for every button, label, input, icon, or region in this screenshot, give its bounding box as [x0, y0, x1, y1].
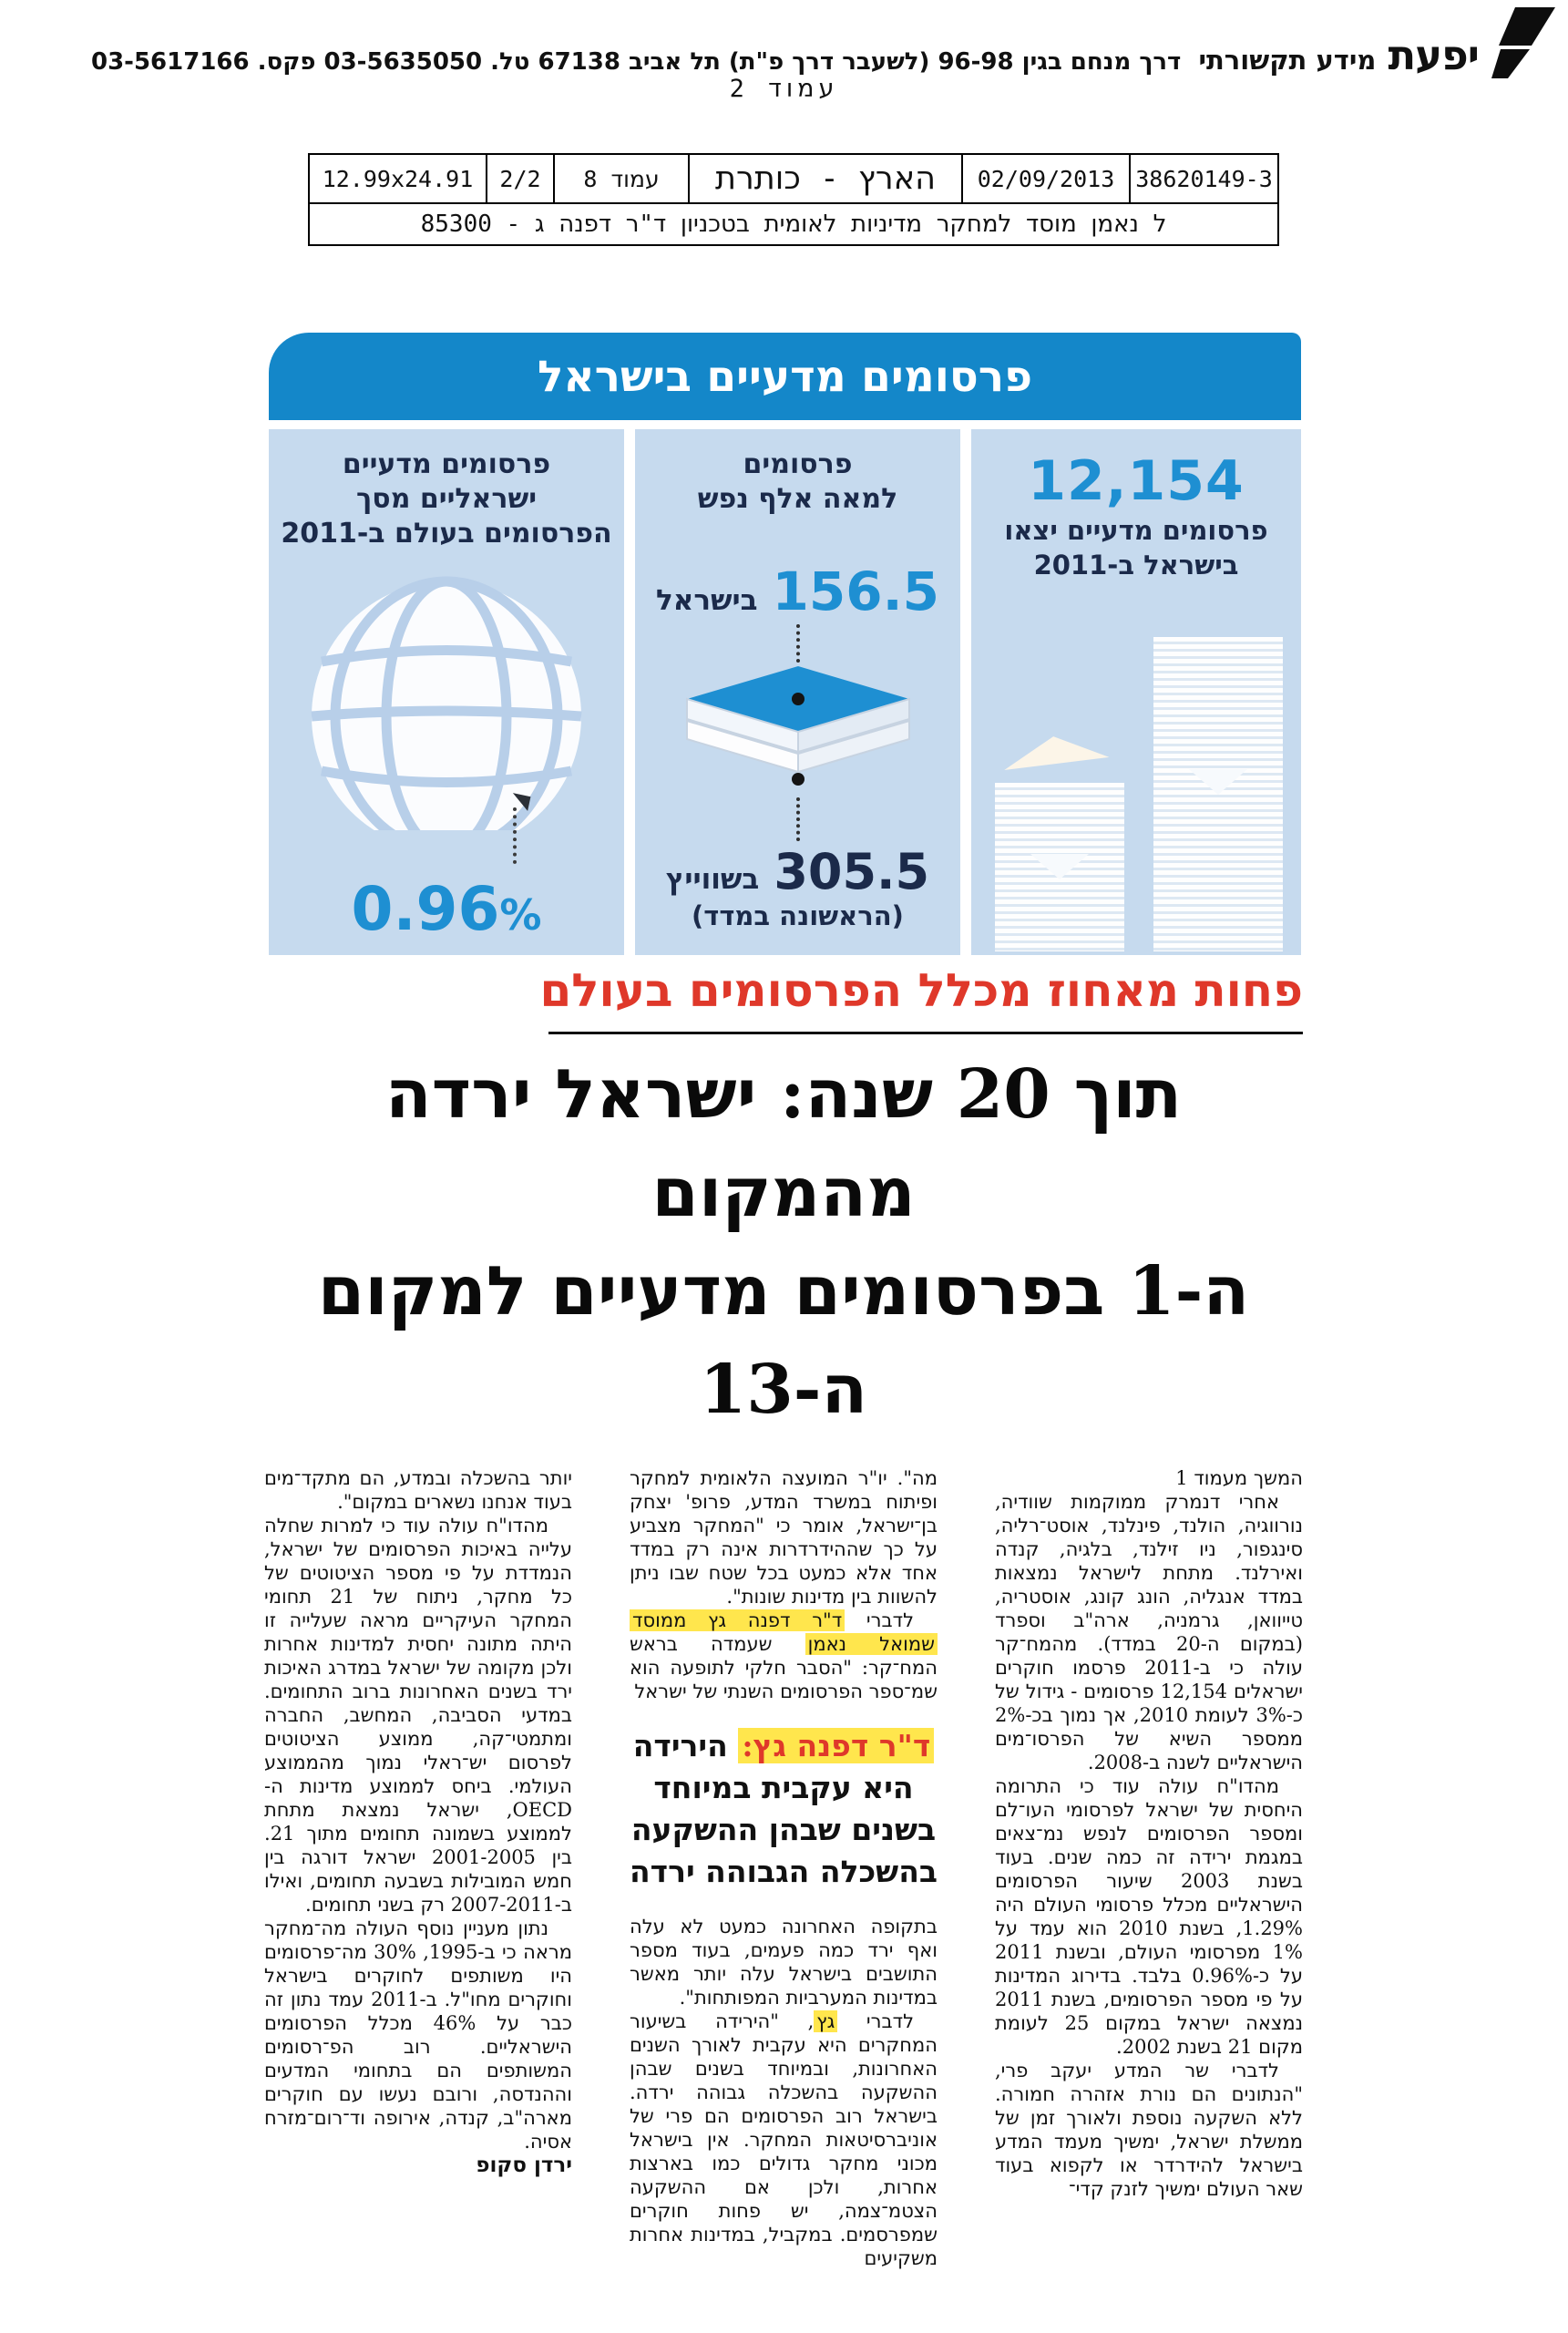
infographic-panels [269, 429, 1301, 955]
panel-world-share [269, 429, 624, 955]
israel-label: בישראל [656, 584, 758, 617]
paragraph: אחרי דנמרק ממוקמות שוודיה, נורווגיה, הולנד, פינלנד, אוסט־רליה, סינגפור, ניו זילנד, בלגיה, קנדה ואירלנד. מתחת לישראל נמצאות במדד אנגליה, הונג קונג, אוסטריה, טייוואן, גרמניה, ארה"ב וספרד (במקום ה-20 במדד). מהמח־קר עולה כי ב-2011 פרסמו חוקרים ישראלים 12,154 פרסומים - גידול של כ-3% לעומת 2010, אך נמוך בכ-2% ממספר השיא של הפרסו־מים הישראליים לשנה ב-2008. [995, 1491, 1303, 1773]
per-capita-title [635, 447, 960, 517]
paragraph: יותר בהשכלה ובמדע, הם מתקד־מים בעוד אנחנו נשארים במקום". [264, 1467, 572, 1513]
paragraph-text: לדברי [845, 1609, 914, 1631]
dotted-connector [513, 807, 517, 864]
column-middle [630, 1466, 938, 2270]
infographic-header [269, 333, 1301, 420]
column-left [264, 1466, 572, 2270]
paragraph: לדברי שר המדע יעקב פרי, "הנתונים הם נורת אזהרה חמורה. ללא השקעה נוספת ולאורך זמן של ממשלת ישראל, ימשיך מעמד המדע בישראל להידרדר או לקפוא בעוד שאר העולם ימשיך לזנק קדי־ [995, 2060, 1303, 2200]
paragraph-text: , "הירידה בשיעור המחקרים היא עקבית לאורך השנים האחרונות, ובמיוחד בשנים שבהן ההשקעה בהשכלה גבוהה ירדה. בישראל רוב הפרסומים הם פרי של אוניברסיטאות המחקר. אין בישראל מכוני מחקר גדולים כמו בארצות אחרות, ולכן אם ההשקעה הצטמ־צמה, יש פחות חוקרים שמפרסמים. במקביל, במדינות אחרות משקיעים [630, 2010, 938, 2269]
total-caption-line2: בישראל ב-2011 [1033, 550, 1239, 581]
paragraph: מה". יו"ר המועצה הלאומית למחקר ופיתוח במשרד המדע, פרופ' יצחק בן־ישראל, אומר כי "המחקר מצביע על כך שההידרדרות אינה רק במדד אחד אלא כמעט בכל שטח שבו ניתן להשוות בין מדינות שונות". [630, 1467, 938, 1608]
total-publications-value: 12,154 [1028, 449, 1245, 513]
highlighted-name: שמואל נאמן [805, 1633, 938, 1655]
brand-name: יפעת [1388, 31, 1479, 79]
clip-meta-table [308, 153, 1279, 246]
swiss-note: (הראשונה במדד) [692, 900, 904, 931]
paragraph: מהדו"ח עולה עוד כי למרות שחלה עלייה באיכות הפרסומים של ישראל, הנמדדת על פי מספר הציטוטים של כל מחקר, ניתוח של 21 תחומי המחקר העיקריים מראה שעלייה זו היתה מתונה יחסית למדינות אחרות ולכן מקומה של ישראל במדרג האיכות ירד בשנים האחרונות ברוב התחומים. במדעי הסביבה, המחשב, החברה ומתמטי־קה, ממוצע הציטוטים לפרסום יש־ראלי נמוך מהממוצע העולמי. ביחס לממוצע מדינות ה-OECD, ישראל נמצאת מתחת לממוצע בשמונה תחומים מתוך 21. בין 2001-2005 ישראל דורגה בין חמש המובילות בשבעה תחומים, ואילו ב-2007-2011 רק בשני תחומים. [264, 1515, 572, 1916]
pullquote-text: הירידה היא עקבית במיוחד בשנים שבהן ההשקעה בהשכלה הגבוהה ירדה [630, 1728, 938, 1889]
panel-total-publications [971, 429, 1301, 955]
paragraph [630, 2009, 938, 2270]
israel-stat-row [635, 560, 960, 622]
world-share-title-line3: הפרסומים בעולם ב-2011 [281, 518, 612, 550]
paragraph [630, 1608, 938, 1703]
total-publications-caption [971, 513, 1301, 582]
masthead-line [55, 31, 1479, 79]
yifat-logo-icon [1490, 7, 1555, 78]
swiss-stat-row [635, 843, 960, 900]
column-right [995, 1466, 1303, 2270]
paragraph-text: שעמדה בראש המח־קר: "הסבר חלקי לתופעה הוא שמ־ספר הפרסומים השנתי של ישראל [630, 1633, 938, 1702]
dotted-connector [796, 624, 800, 663]
globe-icon [269, 575, 624, 834]
swiss-label: בשווייץ [665, 863, 760, 896]
headline [264, 1045, 1303, 1439]
kicker: פחות מאחוז מכלל הפרסומים בעולם [539, 964, 1303, 1017]
byline: ירדן סקופ [476, 2153, 572, 2177]
paper-sheet-icon [1001, 730, 1110, 770]
infographic-title: פרסומים מדעיים בישראל [537, 351, 1033, 402]
paragraph: מהדו"ח עולה עוד כי התרומה היחסית של ישראל לפרסומי העו־לם ומספר הפרסומים לנפש נמ־צאים במגמת ירידה זה כמה שנים. בעוד בשנת 2003 שיעור הפרסומים הישראליים מכלל פרסומי העולם היה 1.29%, בשנת 2010 הוא עמד על 1% מפרסומי העולם, ובשנת 2011 על כ-0.96% בלבד. בדירוג המדינות על פי מספר הפרסומים, בשנת 2011 נמצאה ישראל במקום 25 לעומת מקום 21 בשנת 2002. [995, 1775, 1303, 2058]
meta-cell-page-ratio: 2/2 [486, 155, 553, 202]
highlighted-name: ד"ר דפנה גץ ממוסד [630, 1609, 845, 1631]
israel-value: 156.5 [772, 560, 939, 622]
pullquote-name: ד"ר דפנה גץ: [738, 1728, 934, 1763]
book-stack-icon [635, 664, 960, 796]
world-share-title-line1: פרסומים מדעיים [342, 448, 551, 480]
percent-sign: % [499, 890, 542, 940]
paper-stack-icon [995, 783, 1124, 951]
world-share-number: 0.96 [351, 874, 500, 944]
world-share-title [269, 447, 624, 551]
total-caption-line1: פרסומים מדעיים יצאו [1004, 515, 1268, 546]
clip-meta-row [310, 155, 1277, 202]
world-share-value [269, 874, 624, 944]
kicker-rule [548, 1032, 1303, 1034]
masthead-address: דרך מנחם בגין 96-98 (לשעבר דרך פ"ת) תל אביב 67138 טל. 03-5635050 פקס. 03-5617166 [90, 48, 1182, 76]
meta-cell-source: הארץ - כותרת [688, 155, 961, 202]
headline-line-1: תוך 20 שנה: ישראל ירדה מהמקום [384, 1055, 1183, 1232]
continuation-note: המשך מעמוד 1 [1175, 1467, 1303, 1489]
world-share-title-line2: ישראליים מסך [355, 483, 538, 515]
paragraph-text: לדברי [837, 2010, 914, 2032]
meta-cell-clip-id: 38620149-3 [1129, 155, 1277, 202]
meta-cell-page: עמוד 8 [553, 155, 688, 202]
meta-subject-line: ל נאמן מוסד למחקר מדיניות לאומית בטכניון ד"ר דפנה ג - 85300 [310, 202, 1277, 244]
paper-stack-icon [1153, 637, 1283, 951]
dotted-connector [796, 797, 800, 841]
article [264, 964, 1303, 2270]
page-number-label: עמוד 2 [729, 75, 839, 103]
per-capita-title-line2: למאה אלף נפש [697, 483, 898, 515]
per-capita-title-line1: פרסומים [743, 448, 853, 480]
pullquote [630, 1725, 938, 1893]
article-columns [264, 1466, 1303, 2270]
paragraph: בתקופה האחרונה כמעט לא עלה ואף ירד כמה פעמים, בעוד מספר התושבים בישראל עלה יותר מאשר במדינות המערביות המפותחות". [630, 1916, 938, 2009]
brand-subtitle: מידע תקשורתי [1198, 45, 1377, 76]
masthead [55, 7, 1555, 80]
paragraph: נתון מעניין נוסף העולה מה־מחקר מראה כי ב-1995, 30% מה־פרסומים היו משותפים לחוקרים בישראל וחוקרים מחו"ל. ב-2011 עמד נתון זה כבר על 46% מכלל הפרסומים הישראליים. רוב הפ־רסומים המשותפים הם בתחומי המדעים וההנדסה, ורובם נעשו עם חוקרים מארה"ב, קנדה, אירופה וד־רום־מזרח אסיה. [264, 1917, 572, 2153]
panel-per-capita [635, 429, 960, 955]
headline-line-2: ה-1 בפרסומים מדעיים למקום ה-13 [317, 1252, 1250, 1429]
meta-cell-date: 02/09/2013 [961, 155, 1129, 202]
highlighted-name: גץ [814, 2010, 837, 2032]
swiss-value: 305.5 [774, 843, 930, 900]
infographic [269, 333, 1301, 955]
meta-cell-dimensions: 12.99x24.91 [322, 165, 474, 192]
